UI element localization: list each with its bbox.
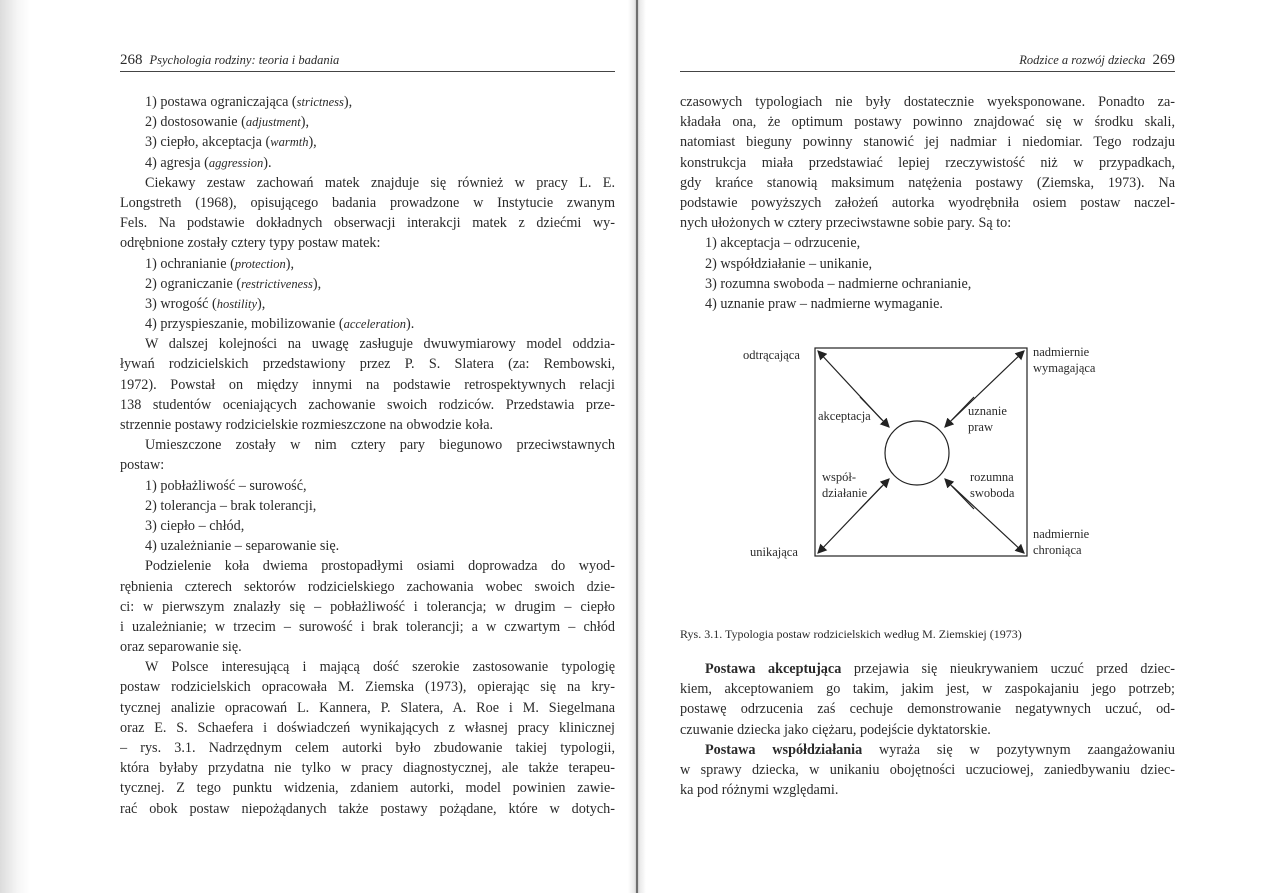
paragraph-line: oraz separowanie się. xyxy=(120,639,242,656)
paragraph-line: oraz E. S. Schaefera i doświadczeń wynikających z własnej pracy klinicznej xyxy=(120,719,615,736)
label-nadmiernie-bottom: nadmiernie xyxy=(1033,527,1090,541)
paragraph-line: nych ułożonych w cztery przeciwstawne sobie pary. Są to: xyxy=(680,215,1012,232)
list-item: 1) akceptacja – odrzucenie, xyxy=(705,235,861,252)
right-page-body-top xyxy=(680,92,1175,314)
label-wymagajaca: wymagająca xyxy=(1033,361,1096,375)
list2-item-3: 3) wrogość (hostility), xyxy=(145,295,266,312)
label-akceptacja: akceptacja xyxy=(818,409,871,423)
paragraph-line: tycznej. Z tego punktu widzenia, zdaniem autorki, model powinien zawie- xyxy=(120,780,615,797)
right-page-header xyxy=(680,52,1175,72)
label-unikajaca: unikająca xyxy=(750,545,798,559)
list2-item-1: 1) ochranianie (protection), xyxy=(145,255,295,272)
paragraph-line: W dalszej kolejności na uwagę zasługuje dwuwymiarowy model oddzia- xyxy=(145,336,615,353)
list1-item-2: 2) dostosowanie (adjustment), xyxy=(145,114,310,131)
right-page xyxy=(680,0,1175,893)
paragraph-line: czuwanie dziecka jako ciężaru, podejście dyktatorskie. xyxy=(680,721,991,738)
paragraph-line: Podzielenie koła dwiema prostopadłymi osiami doprowadza do wyod- xyxy=(145,558,615,575)
left-page-header xyxy=(120,52,615,72)
label-praw: praw xyxy=(968,420,993,434)
paragraph-line: 138 studentów oceniających zachowanie swoich rodziców. Przedstawia prze- xyxy=(120,396,615,413)
paragraph-line: 1972). Powstał on między innymi na podstawie retrospektywnych relacji xyxy=(120,376,615,393)
label-rozumna: rozumna xyxy=(970,470,1014,484)
paragraph-line: postaw rodzicielskich opracowała M. Ziemska (1973), opierając się na kry- xyxy=(120,679,615,696)
diagram-center-circle xyxy=(885,421,949,485)
label-swoboda: swoboda xyxy=(970,486,1015,500)
list1-item-1: 1) postawa ograniczająca (strictness), xyxy=(145,94,353,110)
paragraph-line: konstrukcja miała przedstawiać lepiej rzeczywistość niż w przypadkach, xyxy=(680,154,1175,171)
paragraph-line: W Polsce interesującą i mającą dość szerokie zastosowanie typologię xyxy=(145,659,615,676)
label-odtracajaca: odtrącająca xyxy=(743,348,800,362)
label-wspol: współ- xyxy=(822,470,857,484)
paragraph-line: czasowych typologiach nie były dostatecznie wyeksponowane. Ponadto za- xyxy=(680,94,1175,110)
paragraph-line: w sprawy dziecka, w unikaniu obojętności uczuciowej, zaniedbywaniu dziec- xyxy=(680,761,1175,778)
term-postawa-akceptujaca: Postawa akceptująca xyxy=(705,661,842,677)
label-chroniaca: chroniąca xyxy=(1033,543,1082,557)
list1-item-4: 4) agresja (aggression). xyxy=(145,154,272,171)
paragraph-line: tycznej analizie opracowań L. Kannera, P. Slatera, A. Roe i M. Siegelmana xyxy=(120,699,615,716)
header-rule xyxy=(120,71,615,72)
paragraph-line: podstawie powyższych założeń autorka wyodrębniła osiem postaw naczel- xyxy=(680,194,1175,211)
label-uznanie: uznanie xyxy=(968,404,1007,418)
label-nadmiernie-top: nadmiernie xyxy=(1033,345,1090,359)
paragraph-line: gdy krańce stanowią maksimum natężenia postawy (Ziemska, 1973). Na xyxy=(680,174,1175,191)
list2-item-4: 4) przyspieszanie, mobilizowanie (acceleration). xyxy=(145,316,415,333)
paragraph-line: strzennie postawy rodzicielskie rozmieszczone na obwodzie koła. xyxy=(120,417,494,433)
paragraph-line: kiem, akceptowaniem go takim, jakim jest, w zaspokajaniu jego potrzeb; xyxy=(680,681,1175,698)
paragraph-line: postawę odrzucenia zaś cechuje demonstrowanie negatywnych uczuć, od- xyxy=(680,701,1175,718)
paragraph-line: odrębnione zostały cztery typy postaw matek: xyxy=(120,235,381,252)
paragraph-line: Umieszczone zostały w nim cztery pary biegunowo przeciwstawnych xyxy=(145,437,615,454)
header-rule xyxy=(680,71,1175,72)
paragraph-line: natomiast bieguny powinny stanowić jej nadmiar i niedomiar. Tego rodzaju xyxy=(680,134,1175,151)
paragraph-line: kładała ona, że optimum postawy powinno znajdować się w środku skali, xyxy=(680,114,1175,131)
list3-item: 4) uzależnianie – separowanie się. xyxy=(145,538,340,555)
paragraph-line: i uzależnianie; w trzecim – surowość i brak tolerancji; a w czwartym – chłód xyxy=(120,618,615,635)
paragraph-line: Fels. Na podstawie dokładnych obserwacji interakcji matek z dziećmi wy- xyxy=(120,215,615,232)
right-running-title: Rodzice a rozwój dziecka xyxy=(1019,53,1146,67)
list3-item: 1) pobłażliwość – surowość, xyxy=(145,477,307,494)
page-edge-left xyxy=(0,0,30,893)
term-postawa-wspoldzialania: Postawa współdziałania xyxy=(705,741,863,758)
left-page-body xyxy=(120,92,615,819)
paragraph-line: która byłaby przydatna nie tylko w pracy diagnostycznej, ale także terapeu- xyxy=(120,760,615,777)
list-item: 3) rozumna swoboda – nadmierne ochranianie, xyxy=(705,275,972,292)
right-page-number: 269 xyxy=(1152,52,1175,68)
left-page xyxy=(120,0,615,893)
paragraph-line: Ciekawy zestaw zachowań matek znajduje się również w pracy L. E. xyxy=(145,174,615,191)
list-item: 2) współdziałanie – unikanie, xyxy=(705,255,873,272)
paragraph-line: rać obok postaw niepożądanych także postawy pożądane, które w dotych- xyxy=(120,800,615,817)
figure-caption: Rys. 3.1. Typologia postaw rodzicielskich według M. Ziemskiej (1973) xyxy=(680,627,1022,641)
list2-item-2: 2) ograniczanie (restrictiveness), xyxy=(145,275,322,292)
list3-item: 3) ciepło – chłód, xyxy=(145,517,245,534)
right-page-body-bottom xyxy=(680,659,1175,800)
paragraph-line: Postawa akceptująca przejawia się nieukrywaniem uczuć przed dziec- xyxy=(705,661,1175,677)
left-page-number: 268 xyxy=(120,52,143,68)
paragraph-line: Postawa współdziałania wyraża się w pozytywnym zaangażowaniu xyxy=(705,741,1175,758)
paragraph-line: Longstreth (1968), opisującego badania prowadzone w Instytucie zwanym xyxy=(120,194,615,211)
paragraph-line: ci: w pierwszym znalazły się – pobłażliwość i tolerancja; w drugim – ciepło xyxy=(120,598,615,615)
spine-fold xyxy=(636,0,638,893)
list3-item: 2) tolerancja – brak tolerancji, xyxy=(145,497,317,514)
paragraph-line: rębnienia czterech sektorów rodzicielskiego zachowania wobec swoich dzie- xyxy=(120,578,615,595)
paragraph-line: ka pod różnymi względami. xyxy=(680,782,839,799)
paragraph-line: postaw: xyxy=(120,457,165,474)
label-dzialanie: działanie xyxy=(822,486,868,500)
paragraph-line: – rys. 3.1. Nadrzędnym celem autorki było zbudowanie takiej typologii, xyxy=(120,740,615,756)
paragraph-line: ływań rodzicielskich przedstawiony przez P. S. Slatera (za: Rembowski, xyxy=(120,356,615,373)
left-running-title: Psychologia rodziny: teoria i badania xyxy=(149,53,340,67)
parental-attitudes-diagram xyxy=(740,340,1140,570)
list-item: 4) uznanie praw – nadmierne wymaganie. xyxy=(705,295,943,312)
list1-item-3: 3) ciepło, akceptacja (warmth), xyxy=(145,134,317,151)
